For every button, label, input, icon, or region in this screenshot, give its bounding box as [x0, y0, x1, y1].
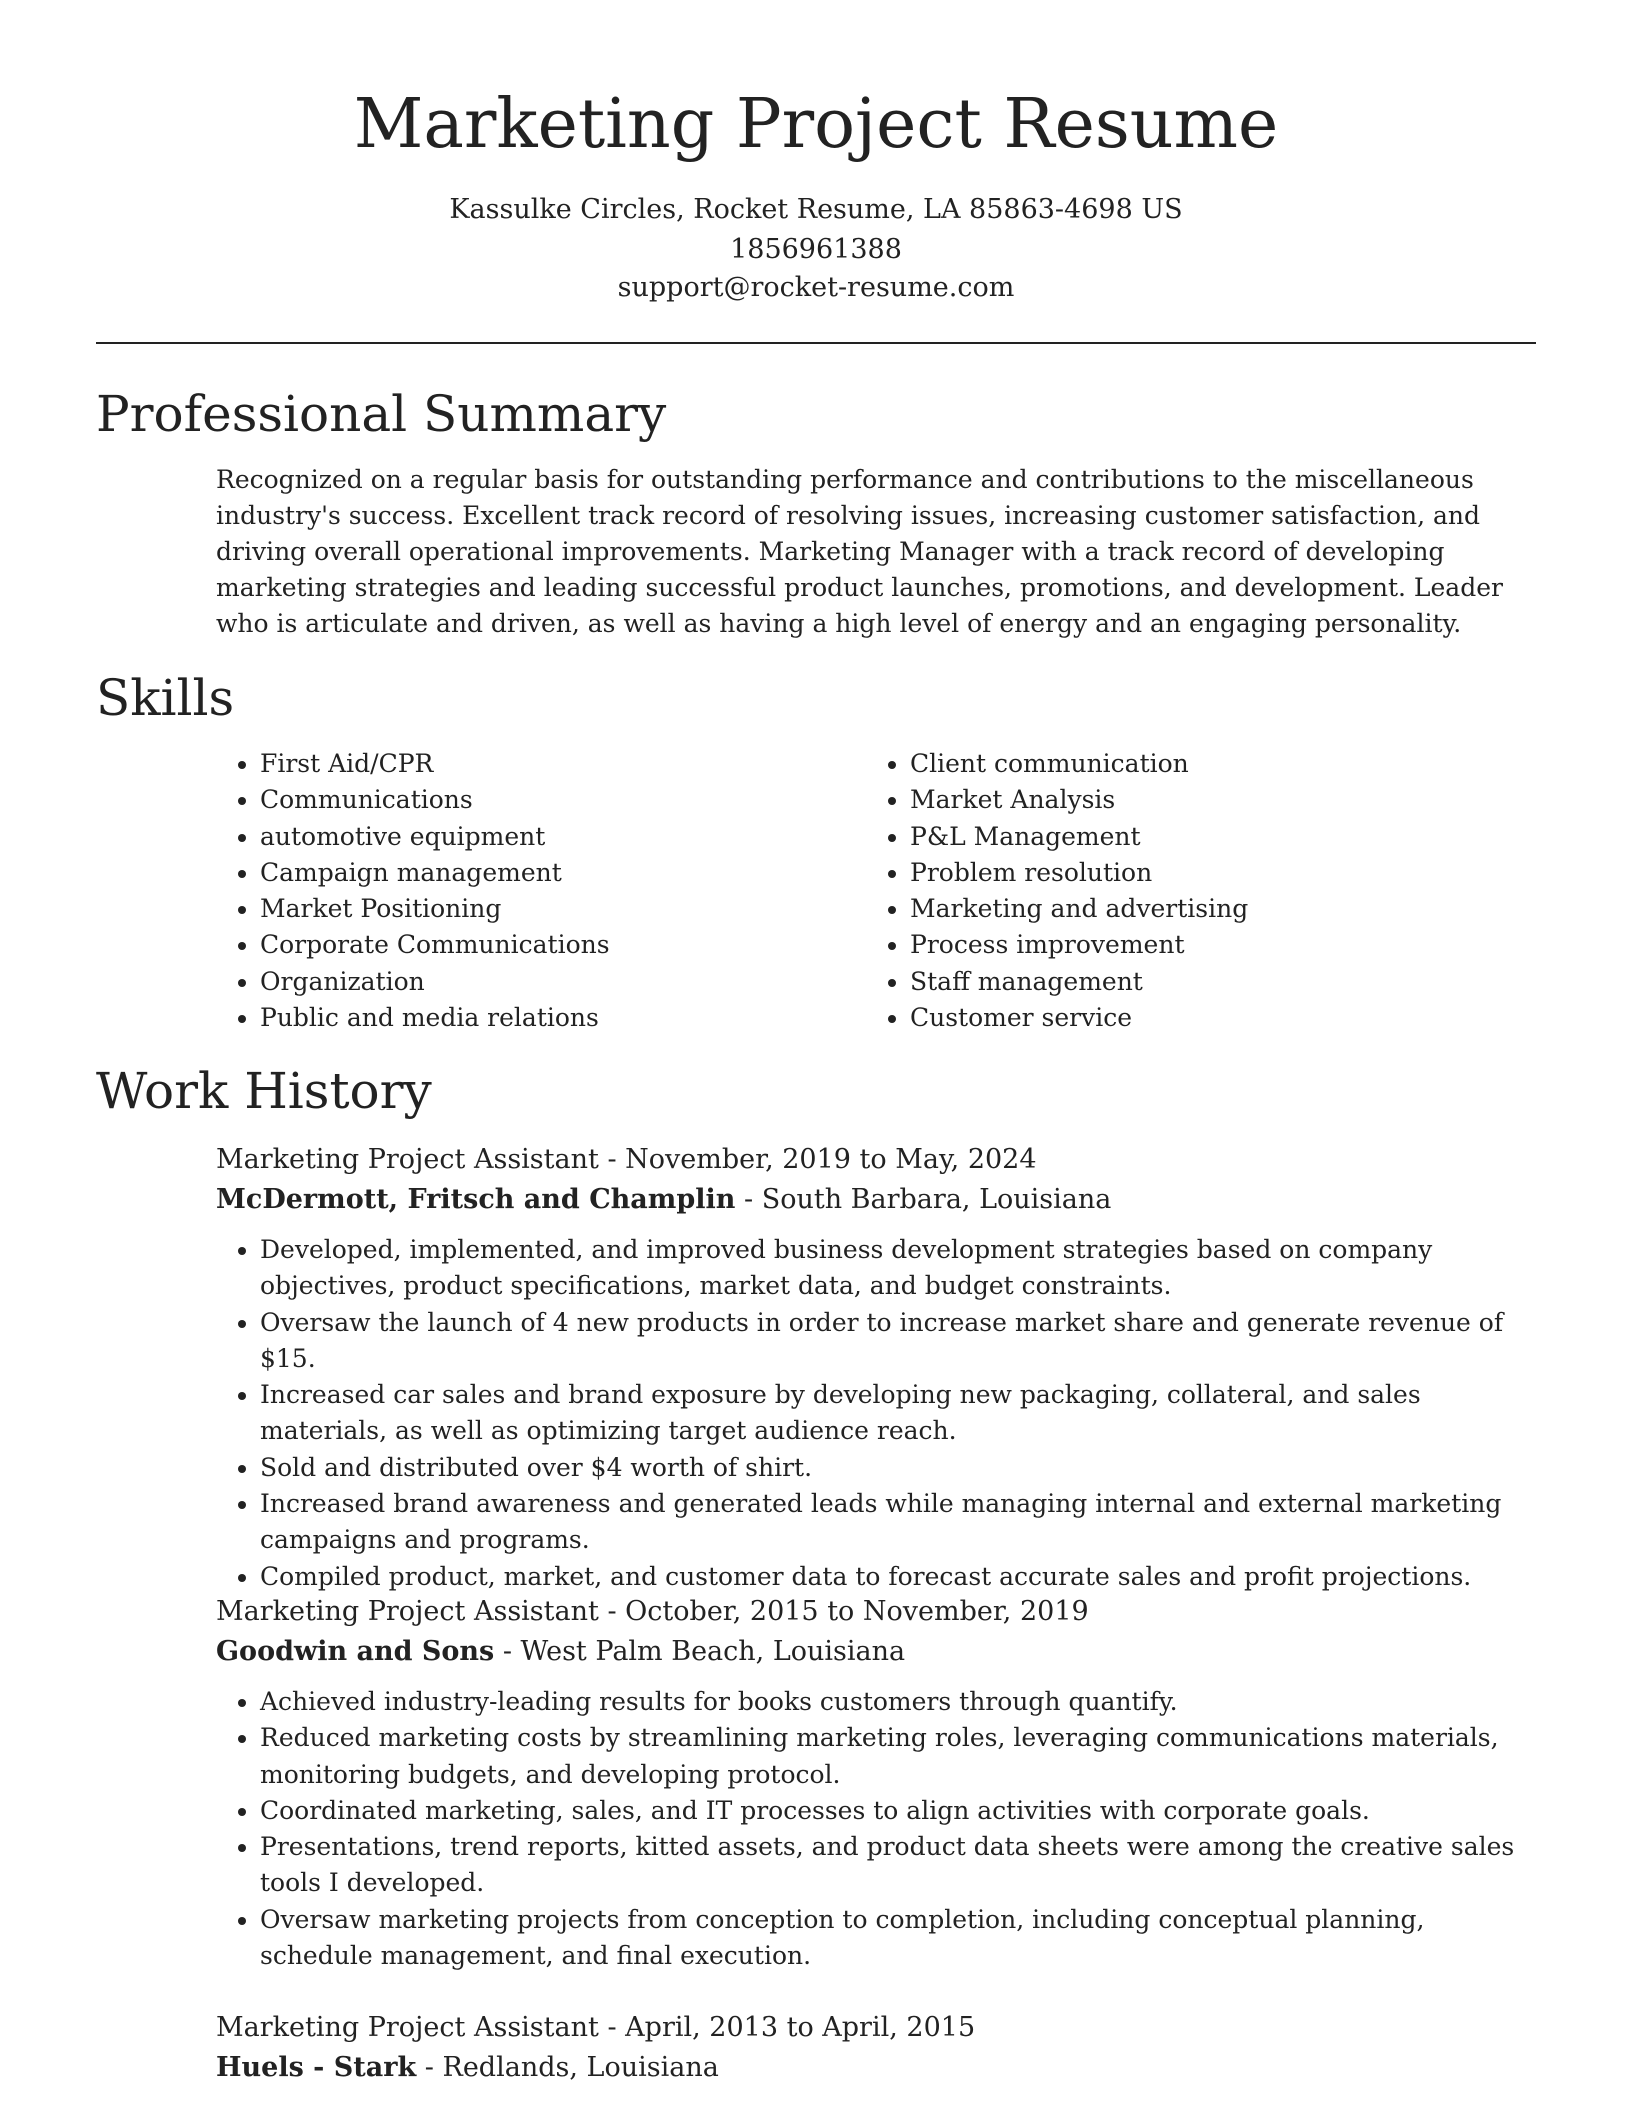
summary-text: Recognized on a regular basis for outstanding performance and contributions to the miscellaneous industry's success. Excellent track record of resolving issues, increasing customer satisfaction, and driving overall operational improvements. Marketing Manager with a track record of developing marketing strategies and leading successful product launches, promotions, and development. Leader who is articulate and driven, as well as having a high level of energy and an engaging personality.	[216, 465, 1503, 638]
skill-item: • Organization	[260, 964, 820, 1000]
job-company: Goodwin and Sons	[216, 1636, 495, 1667]
contact-email: support@rocket-resume.com	[617, 272, 1015, 303]
skill-item: • Staff management	[910, 964, 1470, 1000]
job-bullet: • Sold and distributed over $4 worth of shirt.	[260, 1450, 1536, 1486]
job-dates: October, 2015 to November, 2019	[625, 1596, 1089, 1627]
job-bullet: • Increased car sales and brand exposure by developing new packaging, collateral, and sales materials, as well as optimizing target audience reach.	[260, 1377, 1536, 1450]
job-bullet: • Oversaw marketing projects from conception to completion, including conceptual planning, schedule management, and final execution.	[260, 1902, 1536, 1975]
skill-item: • Marketing and advertising	[910, 891, 1470, 927]
work-history-heading: Work History	[96, 1062, 432, 1120]
job-company-line	[216, 2048, 1536, 2088]
job-company-line	[216, 1180, 1536, 1220]
skills-list-right	[866, 746, 1470, 1036]
job-dates: April, 2013 to April, 2015	[625, 2012, 976, 2043]
contact-phone: 1856961388	[730, 234, 902, 265]
job-location: Redlands, Louisiana	[442, 2052, 719, 2083]
job-location: South Barbara, Louisiana	[761, 1184, 1112, 1215]
job-entry	[216, 1140, 1536, 1595]
skill-item: • Market Positioning	[260, 891, 820, 927]
job-bullet: • Increased brand awareness and generated leads while managing internal and external marketing campaigns and programs.	[260, 1486, 1536, 1559]
separator: -	[502, 1636, 521, 1667]
separator: -	[607, 2012, 626, 2043]
skill-item: • Corporate Communications	[260, 927, 820, 963]
job-dates: November, 2019 to May, 2024	[625, 1144, 1037, 1175]
separator: -	[744, 1184, 762, 1215]
header-divider	[96, 342, 1536, 344]
job-role: Marketing Project Assistant	[216, 1144, 599, 1175]
skill-item: • Communications	[260, 782, 820, 818]
job-company: Huels - Stark	[216, 2052, 417, 2083]
job-role: Marketing Project Assistant	[216, 1596, 599, 1627]
skill-item: • First Aid/CPR	[260, 746, 820, 782]
skill-item: • Campaign management	[260, 855, 820, 891]
job-location: West Palm Beach, Louisiana	[520, 1636, 906, 1667]
job-entry	[216, 2008, 1536, 2088]
resume-title: Marketing Project Resume	[353, 85, 1279, 164]
job-title-line	[216, 2008, 1536, 2048]
separator: -	[607, 1144, 626, 1175]
job-bullet: • Achieved industry-leading results for books customers through quantify.	[260, 1684, 1536, 1720]
job-bullet: • Developed, implemented, and improved business development strategies based on company objectives, product specifications, market data, and budget constraints.	[260, 1232, 1536, 1305]
job-bullet: • Presentations, trend reports, kitted assets, and product data sheets were among the creative sales tools I developed.	[260, 1829, 1536, 1902]
skill-item: • automotive equipment	[260, 819, 820, 855]
job-bullet: • Coordinated marketing, sales, and IT processes to align activities with corporate goals.	[260, 1793, 1536, 1829]
job-bullet: • Oversaw the launch of 4 new products in order to increase market share and generate revenue of $15.	[260, 1305, 1536, 1378]
summary-heading: Professional Summary	[96, 385, 667, 443]
skill-item: • Public and media relations	[260, 1000, 820, 1036]
skill-item: • Process improvement	[910, 927, 1470, 963]
skill-item: • Problem resolution	[910, 855, 1470, 891]
skill-item: • Client communication	[910, 746, 1470, 782]
skills-list-left	[216, 746, 820, 1036]
job-bullet: • Reduced marketing costs by streamlining marketing roles, leveraging communications materials, monitoring budgets, and developing protocol.	[260, 1720, 1536, 1793]
job-title-line	[216, 1140, 1536, 1180]
job-bullet: • Compiled product, market, and customer data to forecast accurate sales and profit projections.	[260, 1559, 1536, 1595]
job-role: Marketing Project Assistant	[216, 2012, 599, 2043]
separator: -	[607, 1596, 626, 1627]
job-bullets	[216, 1232, 1536, 1595]
job-title-line	[216, 1592, 1536, 1632]
job-bullets	[216, 1684, 1536, 1974]
job-company: McDermott, Fritsch and Champlin	[216, 1184, 736, 1215]
job-company-line	[216, 1632, 1536, 1672]
separator: -	[424, 2052, 443, 2083]
skill-item: • P&L Management	[910, 819, 1470, 855]
skills-heading: Skills	[96, 669, 235, 727]
skill-item: • Market Analysis	[910, 782, 1470, 818]
job-entry	[216, 1592, 1536, 1974]
contact-address: Kassulke Circles, Rocket Resume, LA 85863-4698 US	[449, 194, 1183, 225]
skill-item: • Customer service	[910, 1000, 1470, 1036]
